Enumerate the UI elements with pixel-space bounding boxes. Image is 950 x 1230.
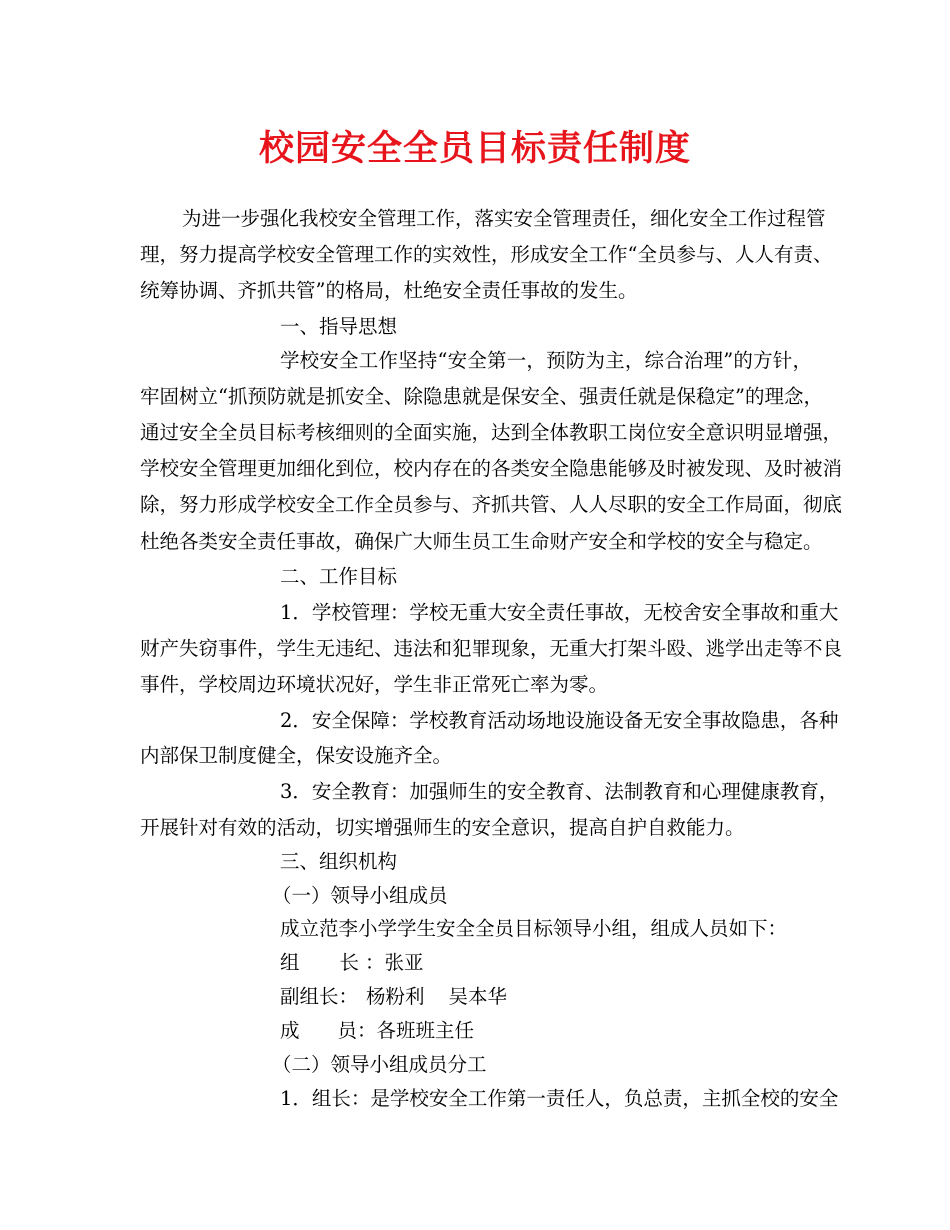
deputy-label: 副组长：: [280, 985, 359, 1008]
leader-row: [280, 948, 424, 978]
section1-line-2: 牢固树立“抓预防就是抓安全、除隐患就是保安全、强责任就是保稳定”的理念，: [140, 385, 823, 408]
section2-heading: 二、工作目标: [280, 565, 398, 588]
group-establish-text: 成立范李小学学生安全全员目标领导小组，组成人员如下：: [280, 917, 788, 940]
section1-line-3: 通过安全全员目标考核细则的全面实施，达到全体教职工岗位安全意识明显增强，: [140, 421, 843, 444]
intro-line-2: 理，努力提高学校安全管理工作的实效性，形成安全工作“全员参与、人人有责、: [140, 243, 833, 266]
intro-line-1: 为进一步强化我校安全管理工作，落实安全管理责任，细化安全工作过程管: [182, 207, 826, 230]
document-title: 校园安全全员目标责任制度: [258, 128, 691, 169]
member-row: [280, 1016, 474, 1046]
subsection1-heading: （一）领导小组成员: [272, 884, 448, 907]
section1-line-5: 除，努力形成学校安全工作全员参与、齐抓共管、人人尽职的安全工作局面，彻底: [140, 493, 843, 516]
deputy-name-1: 杨粉利: [366, 985, 425, 1008]
leader-label-part1: 组: [280, 951, 300, 974]
member-label-part1: 成: [280, 1019, 300, 1042]
section3-heading: 三、组织机构: [280, 850, 398, 873]
section1-line-1: 学校安全工作坚持“安全第一，预防为主，综合治理”的方针，: [280, 349, 812, 372]
subsection2-heading: （二）领导小组成员分工: [272, 1053, 487, 1076]
section1-line-6: 杜绝各类安全责任事故，确保广大师生员工生命财产安全和学校的安全与稳定。: [140, 530, 823, 553]
goal2-line-1: 2．安全保障：学校教育活动场地设施设备无安全事故隐患，各种: [280, 709, 839, 732]
section1-line-4: 学校安全管理更加细化到位，校内存在的各类安全隐患能够及时被发现、及时被消: [140, 457, 843, 480]
deputy-name-2: 吴本华: [448, 985, 508, 1008]
duty1-line-1: 1．组长：是学校安全工作第一责任人，负总责，主抓全校的安全: [280, 1087, 839, 1110]
intro-line-3: 统筹协调、齐抓共管”的格局，杜绝安全责任事故的发生。: [140, 279, 638, 302]
goal1-line-1: 1．学校管理：学校无重大安全责任事故，无校舍安全事故和重大: [280, 601, 839, 624]
goal1-line-3: 事件，学校周边环境状况好，学生非正常死亡率为零。: [140, 673, 609, 696]
goal1-line-2: 财产失窃事件，学生无违纪、违法和犯罪现象，无重大打架斗殴、逃学出走等不良: [140, 637, 843, 660]
goal2-line-2: 内部保卫制度健全，保安设施齐全。: [140, 744, 453, 767]
member-label-part2: 员：各班班主任: [337, 1019, 475, 1042]
leader-value: ：张亚: [365, 951, 424, 974]
deputy-row: [280, 982, 507, 1012]
section1-heading: 一、指导思想: [280, 315, 398, 338]
leader-label-part2: 长: [339, 951, 360, 974]
goal3-line-2: 开展针对有效的活动，切实增强师生的安全意识，提高自护自救能力。: [140, 816, 745, 839]
goal3-line-1: 3．安全教育：加强师生的安全教育、法制教育和心理健康教育，: [280, 780, 839, 803]
